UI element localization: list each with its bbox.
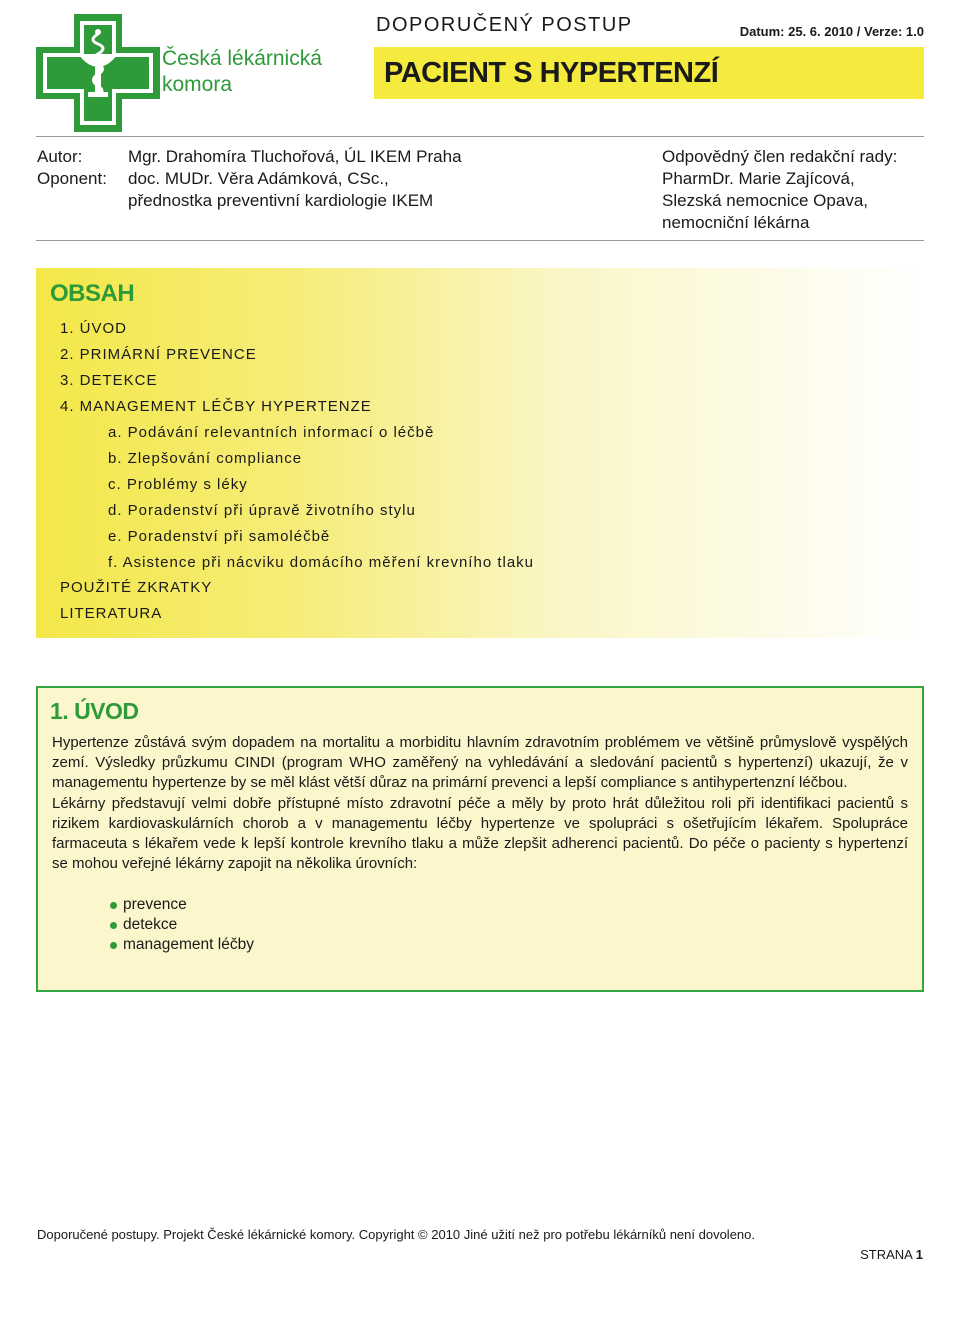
- intro-heading: 1. ÚVOD: [50, 698, 139, 724]
- editor-block: [662, 146, 897, 234]
- list-item: [110, 935, 254, 955]
- opponent-label: Oponent:: [37, 169, 107, 188]
- logo-line-1: Česká lékárnická: [162, 47, 322, 70]
- editor-name: PharmDr. Marie Zajícová,: [662, 169, 855, 188]
- toc-subitem[interactable]: b. Zlepšování compliance: [108, 450, 303, 467]
- toc-heading: OBSAH: [50, 280, 135, 307]
- intro-bullet-list: [110, 895, 254, 955]
- bullet-icon: [110, 942, 117, 949]
- list-item-text: management léčby: [123, 936, 254, 953]
- editor-label: Odpovědný člen redakční rady:: [662, 147, 898, 166]
- logo-text: [162, 46, 322, 98]
- bullet-icon: [110, 902, 117, 909]
- toc-subitem[interactable]: a. Podávání relevantních informací o léčbě: [108, 424, 435, 441]
- intro-paragraph: Hypertenze zůstává svým dopadem na mortalitu a morbiditu hlavním zdravotním problémem ve většině průmyslově vyspělých zemí. Výsledky průzkumu CINDI (program WHO zaměřený na vyhledávání a sledování pacientů s hypertenzí) ukazují, že v managementu hypertenze by se měl klást větší důraz na primární prevenci a lepší compliance s antihypertenzní léčbou.: [52, 734, 908, 792]
- page-number: [860, 1247, 923, 1262]
- author-name: Mgr. Drahomíra Tluchořová, ÚL IKEM Praha: [128, 147, 462, 166]
- toc-subitem[interactable]: f. Asistence při nácviku domácího měření krevního tlaku: [108, 554, 535, 571]
- pharmacy-cross-icon: [36, 14, 160, 132]
- intro-paragraph: Lékárny představují velmi dobře přístupné místo zdravotní péče a měly by proto hrát důležitou roli při identifikaci pacientů s rizikem kardiovaskulárních chorob a v managementu léčby hypertenze ve spolupráci s ošetřujícím lékařem. Spolupráce farmaceuta s lékařem vede k lepší kontrole krevního tlaku a může zlepšit adherenci pacientů. Do péče o pacienty s hypertenzí se mohou veřejné lékárny zapojit na několika úrovních:: [52, 794, 908, 873]
- list-item: [110, 915, 254, 935]
- divider-top: [36, 136, 924, 137]
- opponent-name: doc. MUDr. Věra Adámková, CSc.,: [128, 169, 389, 188]
- toc-item[interactable]: LITERATURA: [60, 605, 163, 622]
- toc-item[interactable]: 3. DETEKCE: [60, 372, 158, 389]
- opponent-role: přednostka preventivní kardiologie IKEM: [128, 191, 434, 210]
- intro-body: [52, 733, 908, 874]
- toc-subitem[interactable]: e. Poradenství při samoléčbě: [108, 528, 331, 545]
- author-values: [128, 146, 462, 212]
- page-label: STRANA: [860, 1247, 913, 1262]
- divider-authors: [36, 240, 924, 241]
- editor-affiliation: Slezská nemocnice Opava,: [662, 191, 868, 210]
- list-item: [110, 895, 254, 915]
- toc-subitem[interactable]: c. Problémy s léky: [108, 476, 248, 493]
- logo-line-2: komora: [162, 73, 233, 96]
- toc-item[interactable]: POUŽITÉ ZKRATKY: [60, 579, 213, 596]
- author-label: Autor:: [37, 147, 83, 166]
- toc-item[interactable]: 1. ÚVOD: [60, 320, 128, 337]
- list-item-text: prevence: [123, 896, 187, 913]
- author-labels: [37, 146, 107, 190]
- page-number-value: 1: [915, 1247, 923, 1262]
- toc-item[interactable]: 2. PRIMÁRNÍ PREVENCE: [60, 346, 257, 363]
- toc-subitem[interactable]: d. Poradenství při úpravě životního stylu: [108, 502, 416, 519]
- page-title: PACIENT S HYPERTENZÍ: [384, 57, 719, 89]
- list-item-text: detekce: [123, 916, 178, 933]
- editor-department: nemocniční lékárna: [662, 213, 810, 232]
- toc-item[interactable]: 4. MANAGEMENT LÉČBY HYPERTENZE: [60, 398, 372, 415]
- document-date: Datum: 25. 6. 2010 / Verze: 1.0: [739, 24, 924, 39]
- document-type: DOPORUČENÝ POSTUP: [376, 14, 633, 36]
- bullet-icon: [110, 922, 117, 929]
- footer-copyright: Doporučené postupy. Projekt České lékárnické komory. Copyright © 2010 Jiné užití než pro potřebu lékárníků není dovoleno.: [37, 1227, 755, 1242]
